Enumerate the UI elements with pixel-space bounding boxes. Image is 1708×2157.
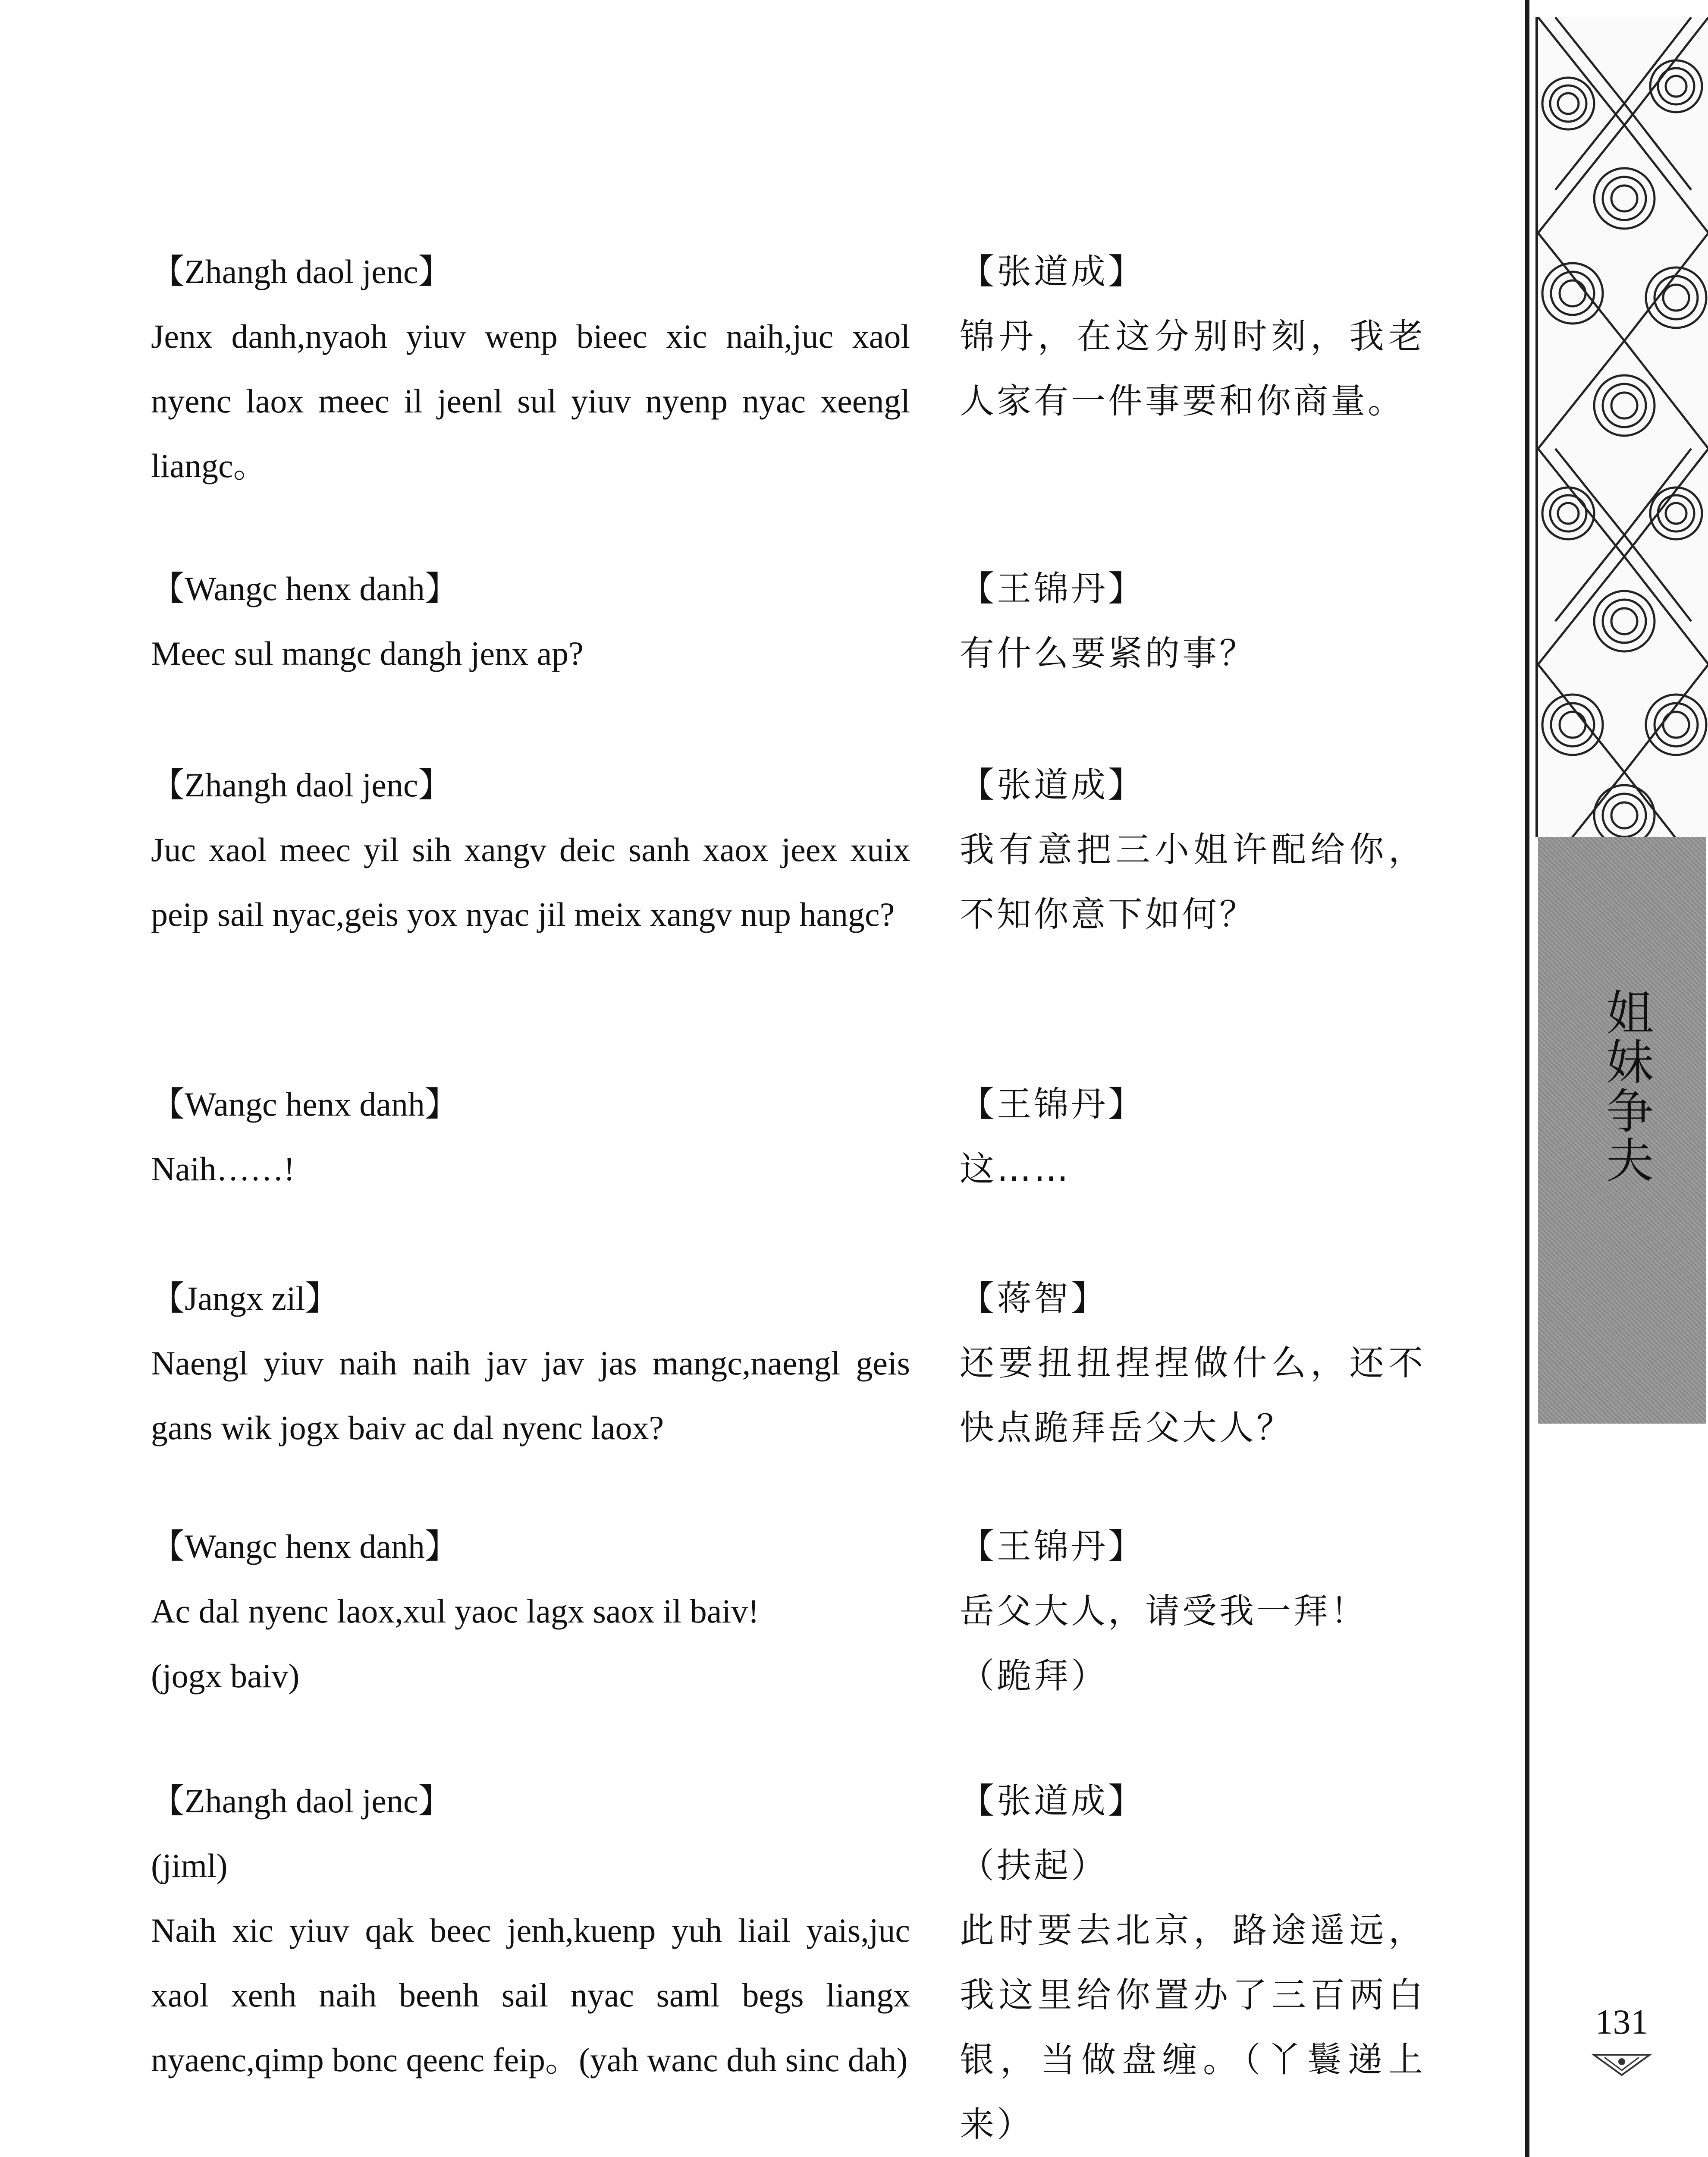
stage-direction-zh: （跪拜） [960,1656,1108,1696]
speaker-name: 【Jangx zil】 [151,1280,339,1317]
dialogue-text-zh: 还要扭扭捏捏做什么，还不快点跪拜岳父大人？ [960,1343,1425,1448]
speaker-name: 【Zhangh daol jenc】 [151,253,452,290]
dialogue-text-zh: 我有意把三小姐许配给你，不知你意下如何？ [960,830,1425,934]
stage-direction: (jogx baiv) [151,1657,300,1695]
speaker-name-zh: 【张道成】 [960,252,1145,292]
dialogue-text-zh: 这…… [960,1149,1071,1189]
dialogue-text: Ac dal nyenc laox,xul yaoc lagx saox il baiv! [151,1592,760,1630]
chinese-column [960,753,1425,947]
margin-rule [1525,0,1529,2157]
page-number: 131 [1595,2002,1648,2041]
speaker-name-zh: 【王锦丹】 [960,1084,1145,1124]
ornament-icon [1592,2051,1652,2077]
chinese-column [960,239,1425,434]
romanized-column [151,239,910,498]
speaker-name: 【Zhangh daol jenc】 [151,766,452,804]
chinese-column [960,557,1425,686]
speaker-name-zh: 【王锦丹】 [960,1526,1145,1566]
dialogue-text: Jenx danh,nyaoh yiuv wenp bieec xic naih,juc xaol nyenc laox meec il jeenl sul yiuv nyenp nyac xeengl liangc。 [151,318,910,484]
stage-direction-zh: （扶起） [960,1846,1108,1886]
decorative-cloud-pattern [1535,17,1708,837]
romanized-column [151,1072,910,1201]
romanized-column [151,1514,910,1708]
dialogue-text: Juc xaol meec yil sih xangv deic sanh xaox jeex xuix peip sail nyac,geis yox nyac jil meix xangv nup hangc? [151,831,910,933]
stage-direction: (jiml) [151,1847,228,1884]
speaker-name: 【Wangc henx danh】 [151,570,458,607]
dialogue-text-zh: 锦丹，在这分别时刻，我老人家有一件事要和你商量。 [960,316,1425,421]
chinese-column [960,1514,1425,1708]
dialogue-text: Naih……! [151,1150,295,1188]
chinese-column [960,1072,1425,1201]
chinese-column [960,1266,1425,1460]
dialogue-text: Meec sul mangc dangh jenx ap? [151,635,584,672]
romanized-column [151,1266,910,1460]
speaker-name-zh: 【蒋智】 [960,1278,1108,1318]
dialogue-text: Naengl yiuv naih naih jav jav jas mangc,naengl geis gans wik jogx baiv ac dal nyenc laox? [151,1344,910,1446]
chapter-title: 姐妹争夫 [1598,988,1654,1185]
speaker-name-zh: 【张道成】 [960,1781,1145,1821]
romanized-column [151,753,910,947]
chinese-column [960,1769,1425,2157]
romanized-column [151,1769,910,2092]
speaker-name: 【Zhangh daol jenc】 [151,1782,452,1820]
romanized-column [151,557,910,686]
speaker-name: 【Wangc henx danh】 [151,1528,458,1565]
dialogue-text-zh: 有什么要紧的事？ [960,633,1256,673]
speaker-name-zh: 【张道成】 [960,765,1145,805]
dialogue-text-zh: 岳父大人，请受我一拜！ [960,1591,1368,1631]
dialogue-text-zh: 此时要去北京，路途遥远，我这里给你置办了三百两白银，当做盘缠。（丫鬟递上来） [960,1910,1425,2144]
dialogue-text: Naih xic yiuv qak beec jenh,kuenp yuh liail yais,juc xaol xenh naih beenh sail nyac saml begs liangx nyaenc,qimp bonc qeenc feip。(yah wanc duh sinc dah) [151,1912,910,2078]
speaker-name-zh: 【王锦丹】 [960,569,1145,609]
speaker-name: 【Wangc henx danh】 [151,1085,458,1123]
